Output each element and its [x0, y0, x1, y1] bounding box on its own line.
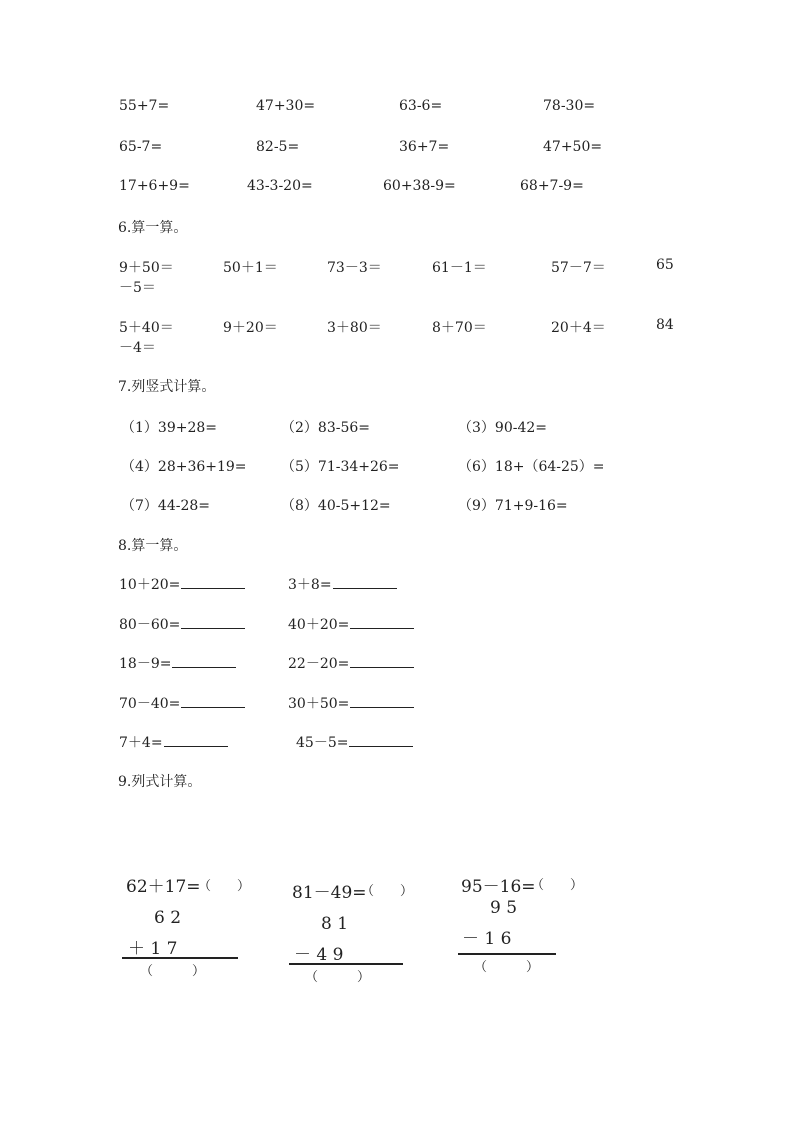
equation: 62＋17=	[126, 877, 201, 897]
problem: （3）90-42=	[458, 420, 547, 436]
problem: 84	[656, 317, 674, 333]
problem: （9）71+9-16=	[458, 498, 568, 514]
problem: （2）83-56=	[281, 420, 370, 436]
minuend-digits: 6 2	[154, 908, 182, 928]
problem-text: 22－20=	[288, 656, 350, 672]
equation: 81－49=	[292, 883, 367, 903]
answer-blank[interactable]	[181, 694, 245, 708]
result-paren[interactable]: （ ）	[474, 960, 540, 975]
problem: 68+7-9=	[520, 178, 584, 194]
problem-text: 40＋20=	[288, 617, 350, 633]
problem: 65	[656, 257, 674, 273]
problem: 47+50=	[543, 139, 603, 155]
problem: 43-3-20=	[247, 178, 313, 194]
problem: （4）28+36+19=	[121, 459, 247, 475]
operand-digits: － 1 6	[462, 929, 512, 949]
section-title: 7.列竖式计算。	[118, 379, 216, 395]
problem: 50＋1＝	[223, 260, 278, 276]
answer-blank[interactable]	[172, 654, 236, 668]
problem: 36+7=	[399, 139, 450, 155]
fill-in-problem	[119, 653, 236, 673]
vertical-calculation	[289, 876, 414, 986]
problem: （5）71-34+26=	[281, 459, 400, 475]
problem: 3＋80＝	[327, 320, 382, 336]
problem: 61－1＝	[432, 260, 487, 276]
problem-text: 45－5=	[296, 735, 349, 751]
calculation-line	[122, 957, 238, 959]
minuend-digits: 8 1	[321, 914, 349, 934]
answer-blank[interactable]	[164, 733, 228, 747]
problem: 9＋20＝	[223, 320, 278, 336]
problem-continuation: －5＝	[119, 280, 156, 296]
fill-in-problem	[288, 693, 414, 713]
problem: 9＋50＝	[119, 260, 174, 276]
problem: 73－3＝	[327, 260, 382, 276]
problem: 65-7=	[119, 139, 163, 155]
problem: 82-5=	[256, 139, 300, 155]
problem-text: 70－40=	[119, 696, 181, 712]
calculation-line	[289, 963, 403, 965]
answer-blank[interactable]	[181, 615, 245, 629]
answer-blank[interactable]	[350, 694, 414, 708]
problem: 5＋40＝	[119, 320, 174, 336]
fill-in-problem	[288, 574, 397, 594]
result-paren[interactable]: （ ）	[305, 970, 371, 985]
operand-digits: ＋ 1 7	[128, 939, 178, 959]
problem: 78-30=	[543, 98, 596, 114]
problem: 60+38-9=	[383, 178, 456, 194]
problem: 47+30=	[256, 98, 316, 114]
problem: （6）18+（64-25）=	[458, 459, 605, 475]
answer-paren[interactable]: （ ）	[531, 878, 584, 893]
problem: 8＋70＝	[432, 320, 487, 336]
equation: 95－16=	[461, 877, 536, 897]
problem: （7）44-28=	[121, 498, 210, 514]
answer-paren[interactable]: （ ）	[198, 879, 251, 894]
section-title: 6.算一算。	[118, 220, 188, 236]
section-title: 8.算一算。	[118, 538, 188, 554]
problem-continuation: －4＝	[119, 340, 156, 356]
result-paren[interactable]: （ ）	[140, 964, 206, 979]
operand-digits: － 4 9	[294, 945, 344, 965]
answer-blank[interactable]	[350, 615, 414, 629]
vertical-calculation	[458, 870, 584, 980]
fill-in-problem	[119, 574, 245, 594]
problem: 63-6=	[399, 98, 443, 114]
fill-in-problem	[288, 614, 414, 634]
problem-text: 18－9=	[119, 656, 172, 672]
problem-text: 30＋50=	[288, 696, 350, 712]
fill-in-problem	[296, 732, 413, 752]
fill-in-problem	[119, 732, 228, 752]
answer-blank[interactable]	[350, 654, 414, 668]
problem-text: 3＋8=	[288, 577, 332, 593]
fill-in-problem	[119, 693, 245, 713]
problem: （1）39+28=	[121, 420, 217, 436]
problem-text: 7＋4=	[119, 735, 163, 751]
problem: 20＋4＝	[551, 320, 606, 336]
problem: （8）40-5+12=	[281, 498, 391, 514]
calculation-line	[458, 953, 556, 955]
section-title: 9.列式计算。	[118, 774, 202, 790]
problem: 17+6+9=	[119, 178, 190, 194]
answer-blank[interactable]	[181, 575, 245, 589]
problem: 55+7=	[119, 98, 170, 114]
answer-blank[interactable]	[333, 575, 397, 589]
vertical-calculation	[122, 870, 251, 980]
problem-text: 80－60=	[119, 617, 181, 633]
problem: 57－7＝	[551, 260, 606, 276]
answer-paren[interactable]: （ ）	[361, 884, 414, 899]
fill-in-problem	[119, 614, 245, 634]
answer-blank[interactable]	[349, 733, 413, 747]
minuend-digits: 9 5	[490, 898, 518, 918]
fill-in-problem	[288, 653, 414, 673]
problem-text: 10＋20=	[119, 577, 181, 593]
